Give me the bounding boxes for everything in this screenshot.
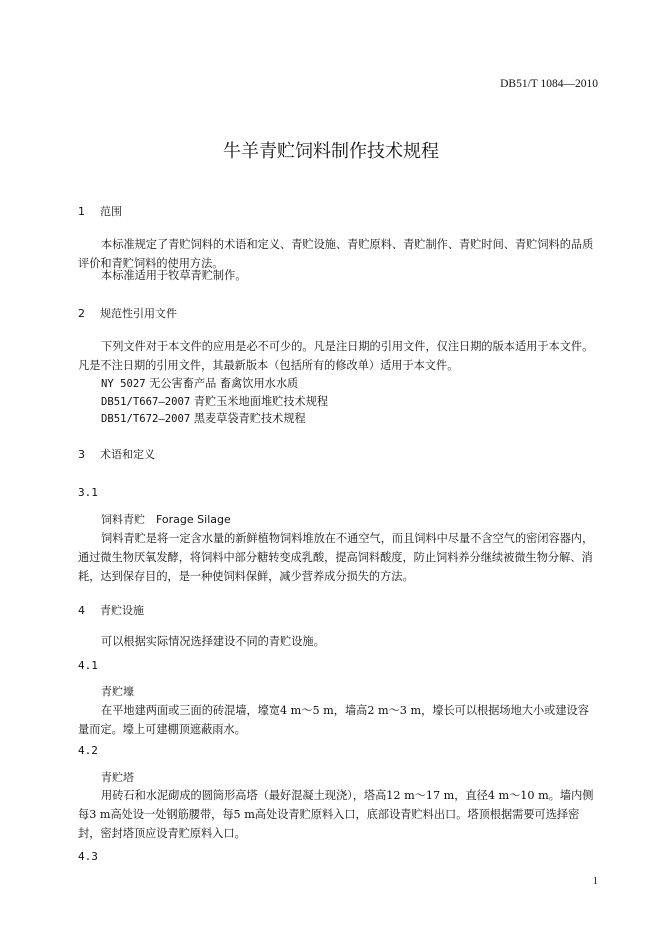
section-4-paragraph-1: 可以根据实际情况选择建设不同的青贮设施。	[101, 635, 325, 648]
term-silage-trench: 青贮壕	[101, 685, 134, 698]
normative-reference-item	[101, 375, 298, 391]
section-title: 范围	[100, 205, 122, 218]
section-title: 规范性引用文件	[100, 307, 177, 320]
page-number: 1	[592, 876, 598, 887]
reference-code: DB51/T667—2007	[101, 396, 191, 408]
subsection-3-1-number: 3.1	[78, 486, 98, 499]
section-1-heading	[78, 203, 122, 219]
section-1-paragraph-2: 本标准适用于牧草青贮制作。	[101, 269, 247, 282]
section-title: 术语和定义	[100, 448, 155, 461]
section-number: 2	[78, 307, 85, 320]
reference-name: 青贮玉米地面堆贮技术规程	[193, 395, 329, 408]
silage-trench-description: 在平地建两面或三面的砖混墙，壕宽4 m～5 m，墙高2 m～3 m，壕长可以根据场地大小或建设容量而定。壕上可建棚顶遮蔽雨水。	[78, 704, 589, 736]
section-2-paragraph-1: 下列文件对于本文件的应用是必不可少的。凡是注日期的引用文件，仅注日期的版本适用于本文件。凡是不注日期的引用文件，其最新版本（包括所有的修改单）适用于本文件。	[78, 340, 594, 372]
term-silage-tower: 青贮塔	[101, 771, 134, 784]
subsection-4-3-number: 4.3	[78, 850, 98, 863]
section-2-heading	[78, 305, 177, 321]
term-definition: 饲料青贮是将一定含水量的新鲜植物饲料堆放在不通空气，而且饲料中尽量不含空气的密闭容器内，通过微生物厌氧发酵，将饲料中部分糖转变成乳酸，提高饲料酸度，防止饲料养分继续被微生物分解、消耗，达到保存目的，是一种使饲料保鲜，减少营养成分损失的方法。	[78, 532, 594, 583]
section-1-paragraph-1: 本标准规定了青贮饲料的术语和定义、青贮设施、青贮原料、青贮制作、青贮时间、青贮饲料的品质评价和青贮饲料的使用方法。	[78, 238, 594, 270]
reference-name: 无公害畜产品 畜禽饮用水水质	[149, 377, 299, 390]
section-number: 1	[78, 205, 85, 218]
section-4-heading	[78, 602, 144, 618]
subsection-4-1-number: 4.1	[78, 659, 98, 672]
section-3-heading	[78, 446, 155, 462]
section-title: 青贮设施	[100, 604, 144, 617]
document-title: 牛羊青贮饲料制作技术规程	[223, 141, 439, 162]
reference-name: 黑麦草袋青贮技术规程	[193, 412, 306, 425]
section-number: 3	[78, 448, 85, 461]
normative-reference-item	[101, 393, 328, 409]
section-number: 4	[78, 604, 85, 617]
document-code: DB51/T 1084—2010	[500, 78, 598, 90]
subsection-4-2-number: 4.2	[78, 744, 98, 757]
term-forage-silage: 饲料青贮 Forage Silage	[101, 513, 231, 526]
reference-code: NY 5027	[101, 378, 146, 390]
normative-reference-item	[101, 410, 306, 426]
silage-tower-description: 用砖石和水泥砌成的圆筒形高塔（最好混凝土现浇），塔高12 m～17 m，直径4 m～10 m。墙内侧每3 m高处设一处钢筋腰带，每5 m高处设青贮原料入口，底部设青贮料出口。塔顶根据需要可选择密封，密封塔顶应设青贮原料入口。	[78, 789, 594, 840]
reference-code: DB51/T672—2007	[101, 413, 191, 425]
